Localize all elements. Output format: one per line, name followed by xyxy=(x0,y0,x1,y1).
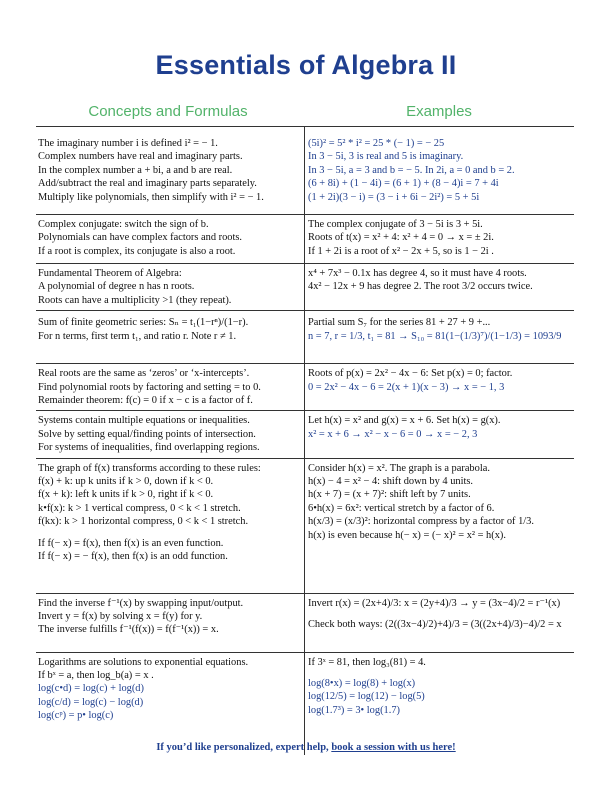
table-row xyxy=(36,215,574,264)
text-line: h(x + 7) = (x + 7)²: shift left by 7 units. xyxy=(308,489,471,501)
text-line: Complex numbers have real and imaginary parts. xyxy=(38,151,243,163)
text-line: In 3 − 5i, a = 3 and b = − 5. In 2i, a = 0 and b = 2. xyxy=(308,164,515,176)
concept-cell xyxy=(36,311,305,364)
concept-cell xyxy=(36,127,305,215)
text-line: 4x² − 12x + 9 has degree 2. The root 3/2 occurs twice. xyxy=(308,281,533,293)
concept-cell xyxy=(36,264,305,311)
text-line: For n terms, first term t₁, and ratio r. Note r ≠ 1. xyxy=(38,330,237,342)
footer xyxy=(0,742,612,753)
text-line: Invert r(x) = (2x+4)/3: x = (2y+4)/3 → y = (3x−4)/2 = r⁻¹(x) xyxy=(308,597,561,609)
concept-cell xyxy=(36,652,305,755)
text-line: Polynomials can have complex factors and roots. xyxy=(38,232,243,244)
text-line: Multiply like polynomials, then simplify with i² = − 1. xyxy=(38,191,264,203)
footer-text: If you’d like personalized, expert help, xyxy=(156,742,332,753)
text-line: Add/subtract the real and imaginary parts separately. xyxy=(38,178,257,190)
text-line: log(12/5) = log(12) − log(5) xyxy=(308,691,425,703)
concept-cell xyxy=(36,593,305,652)
text-line: Invert y = f(x) by solving x = f(y) for y. xyxy=(38,611,203,623)
text-line: Remainder theorem: f(c) = 0 if x − c is a factor of f. xyxy=(38,395,253,407)
text-line: In the complex number a + bi, a and b are real. xyxy=(38,164,233,176)
text-line: h(x) − 4 = x² − 4: shift down by 4 units. xyxy=(308,476,474,488)
table-row xyxy=(36,311,574,364)
text-line: 6•h(x) = 6x²: vertical stretch by a factor of 6. xyxy=(308,502,495,514)
text-line: Let h(x) = x² and g(x) = x + 6. Set h(x) = g(x). xyxy=(308,415,501,427)
book-session-link[interactable]: book a session with us here! xyxy=(331,742,456,753)
text-line: Roots of t(x) = x² + 4: x² + 4 = 0 → x = ± 2i. xyxy=(308,232,494,244)
text-line: Roots can have a multiplicity >1 (they repeat). xyxy=(38,294,232,306)
text-line: Find polynomial roots by factoring and setting = to 0. xyxy=(38,381,261,393)
text-line: Solve by setting equal/finding points of intersection. xyxy=(38,428,256,440)
text-line: In 3 − 5i, 3 is real and 5 is imaginary. xyxy=(308,151,464,163)
text-line: (5i)² = 5² * i² = 25 * (− 1) = − 25 xyxy=(308,138,445,149)
text-line: If a root is complex, its conjugate is also a root. xyxy=(38,245,236,257)
text-line: Roots of p(x) = 2x² − 4x − 6: Set p(x) = 0; factor. xyxy=(308,368,513,380)
spacer xyxy=(38,529,300,537)
text-line: log(cᵖ) = p• log(c) xyxy=(38,710,114,722)
text-line: f(x) + k: up k units if k > 0, down if k < 0. xyxy=(38,476,214,488)
text-line: f(kx): k > 1 horizontal compress, 0 < k < 1 stretch. xyxy=(38,516,249,528)
spacer xyxy=(308,610,571,618)
text-line: A polynomial of degree n has n roots. xyxy=(38,281,195,293)
table-row xyxy=(36,411,574,458)
text-line: The complex conjugate of 3 − 5i is 3 + 5i. xyxy=(308,219,483,230)
text-line: Find the inverse f⁻¹(x) by swapping input/output. xyxy=(38,597,244,609)
text-line: Consider h(x) = x². The graph is a parabola. xyxy=(308,462,490,474)
text-line: 0 = 2x² − 4x − 6 = 2(x + 1)(x − 3) → x = − 1, 3 xyxy=(308,381,505,393)
text-line: log(1.7³) = 3• log(1.7) xyxy=(308,704,400,716)
table-row xyxy=(36,364,574,411)
text-line: Real roots are the same as ‘zeros’ or ‘x-intercepts’. xyxy=(38,368,250,380)
concept-cell xyxy=(36,458,305,593)
example-cell xyxy=(305,215,575,264)
text-line: h(x/3) = (x/3)²: horizontal compress by a factor of 1/3. xyxy=(308,516,534,528)
table-row xyxy=(36,458,574,593)
text-line: x⁴ + 7x³ − 0.1x has degree 4, so it must have 4 roots. xyxy=(308,268,527,279)
text-line: k•f(x): k > 1 vertical compress, 0 < k < 1 stretch. xyxy=(38,502,241,514)
text-line: (6 + 8i) + (1 − 4i) = (6 + 1) + (8 − 4)i = 7 + 4i xyxy=(308,178,499,190)
text-line: If bˣ = a, then log_b(a) = x . xyxy=(38,670,154,682)
text-line: The inverse fulfills f⁻¹(f(x)) = f(f⁻¹(x)) = x. xyxy=(38,624,219,636)
formula-table xyxy=(36,126,574,755)
table-row xyxy=(36,264,574,311)
page-title: Essentials of Algebra II xyxy=(155,50,457,80)
example-cell xyxy=(305,127,575,215)
example-cell xyxy=(305,458,575,593)
example-cell xyxy=(305,593,575,652)
text-line: Sum of finite geometric series: Sₙ = t₁(1−rⁿ)/(1−r). xyxy=(38,317,249,329)
text-line: (1 + 2i)(3 − i) = (3 − i + 6i − 2i²) = 5 + 5i xyxy=(308,191,480,203)
example-cell xyxy=(305,364,575,411)
text-line: f(x + k): left k units if k > 0, right if k < 0. xyxy=(38,489,214,501)
text-line: log(8•x) = log(8) + log(x) xyxy=(308,678,416,690)
text-line: Complex conjugate: switch the sign of b. xyxy=(38,219,209,230)
text-line: If f(− x) = − f(x), then f(x) is an odd function. xyxy=(38,551,228,563)
text-line: If f(− x) = f(x), then f(x) is an even function. xyxy=(38,537,224,549)
text-line: The imaginary number i is defined i² = − 1. xyxy=(38,138,218,149)
text-line: log(c/d) = log(c) − log(d) xyxy=(38,696,144,708)
text-line: If 3ˣ = 81, then log₃(81) = 4. xyxy=(308,656,426,668)
text-line: The graph of f(x) transforms according to these rules: xyxy=(38,462,261,474)
example-cell xyxy=(305,264,575,311)
text-line: Fundamental Theorem of Algebra: xyxy=(38,268,182,279)
concept-cell xyxy=(36,215,305,264)
table-row xyxy=(36,652,574,755)
text-line: For systems of inequalities, find overlapping regions. xyxy=(38,442,260,454)
concept-cell xyxy=(36,364,305,411)
text-line: Check both ways: (2((3x−4)/2)+4)/3 = (3((2x+4)/3)−4)/2 = x xyxy=(308,619,562,631)
column-header-concepts: Concepts and Formulas xyxy=(88,103,248,120)
text-line: Partial sum S₇ for the series 81 + 27 + 9 +... xyxy=(308,317,491,329)
spacer xyxy=(308,669,571,677)
example-cell xyxy=(305,311,575,364)
table-row xyxy=(36,127,574,215)
example-cell xyxy=(305,411,575,458)
text-line: x² = x + 6 → x² − x − 6 = 0 → x = − 2, 3 xyxy=(308,428,478,440)
text-line: n = 7, r = 1/3, t₁ = 81 → S₁₀ = 81(1−(1/3)⁷)/(1−1/3) = 1093/9 xyxy=(308,330,562,342)
example-cell xyxy=(305,652,575,755)
concept-cell xyxy=(36,411,305,458)
text-line: log(c•d) = log(c) + log(d) xyxy=(38,683,144,695)
text-line: Logarithms are solutions to exponential equations. xyxy=(38,656,249,668)
text-line: If 1 + 2i is a root of x² − 2x + 5, so is 1 − 2i . xyxy=(308,245,494,257)
text-line: Systems contain multiple equations or inequalities. xyxy=(38,415,250,427)
column-header-examples: Examples xyxy=(406,103,472,120)
table-row xyxy=(36,593,574,652)
text-line: h(x) is even because h(− x) = (− x)² = x² = h(x). xyxy=(308,529,506,541)
